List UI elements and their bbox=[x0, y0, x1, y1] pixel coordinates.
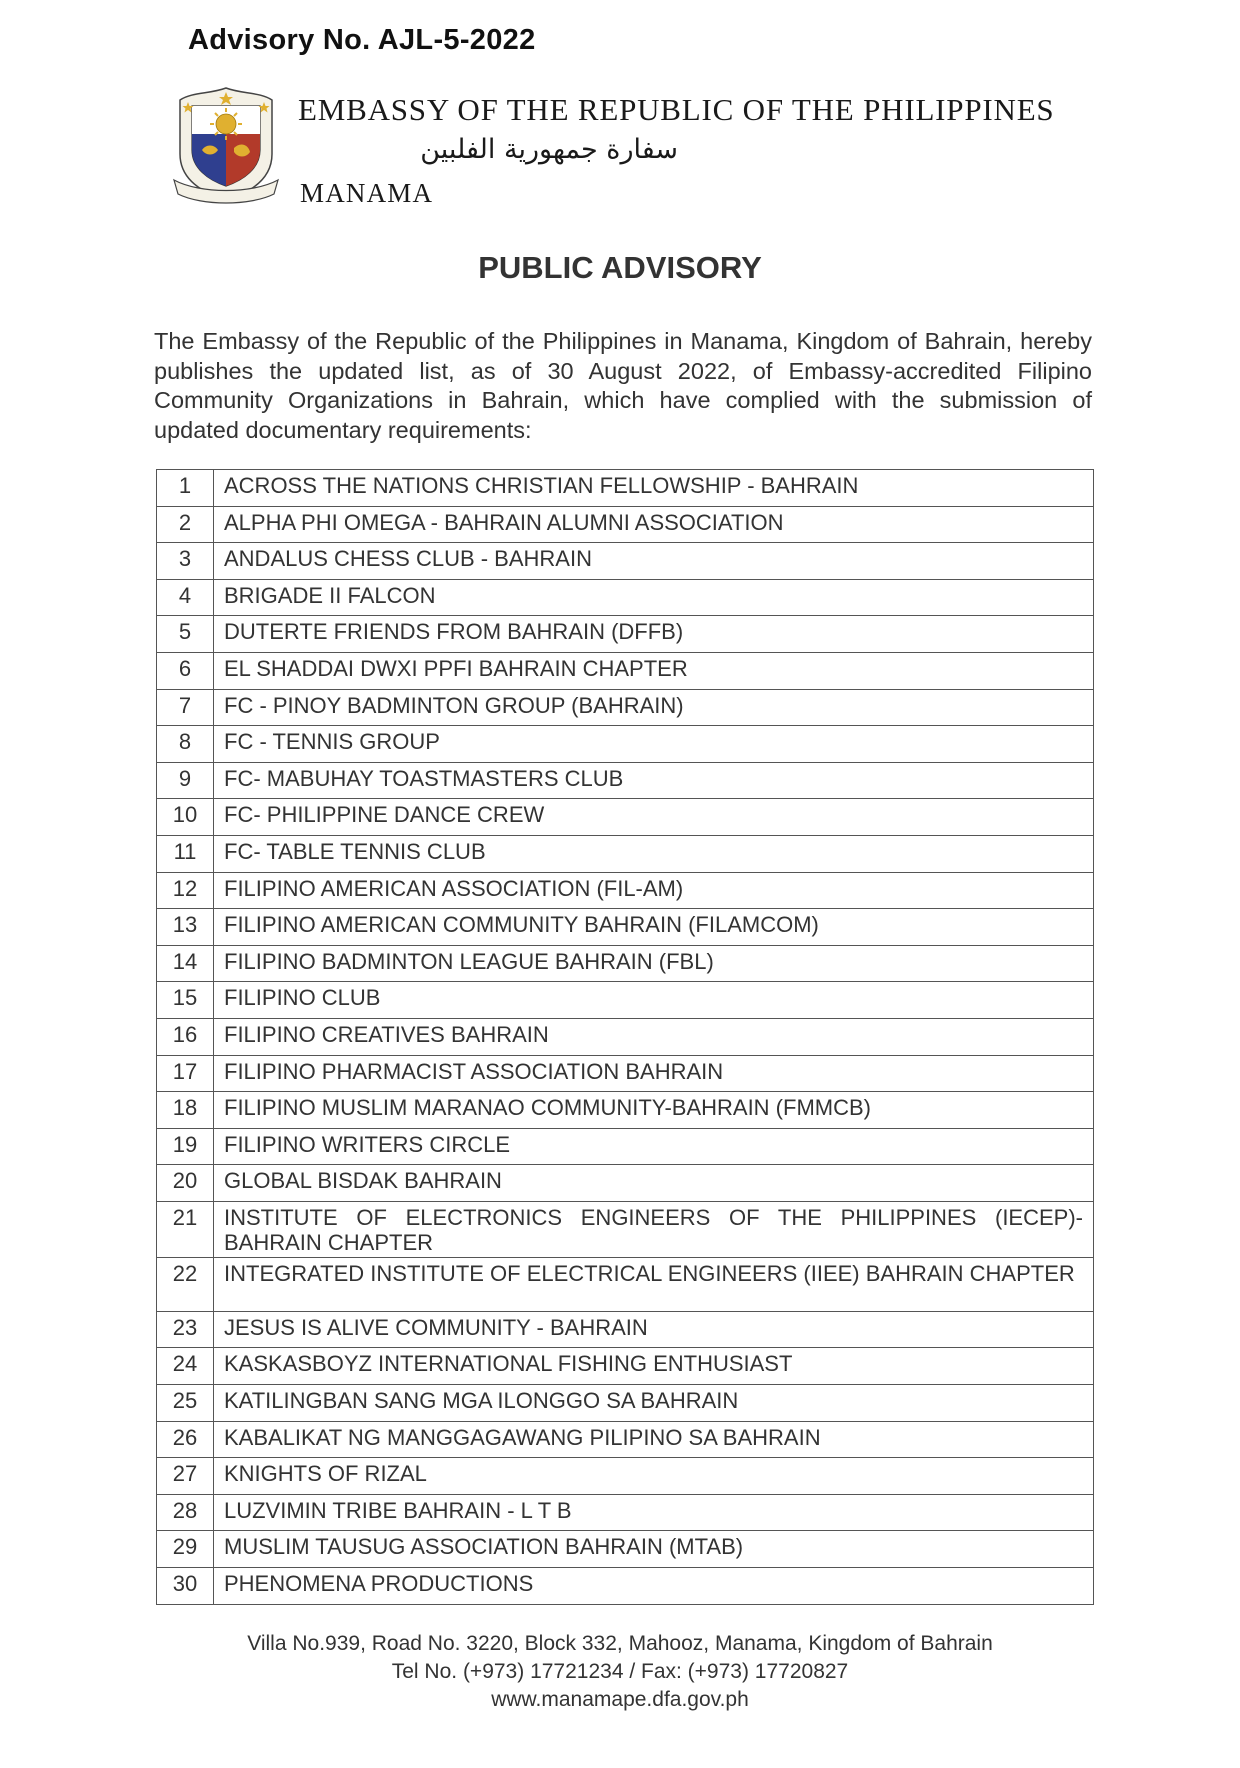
table-row bbox=[157, 470, 1094, 507]
organization-name: FC - TENNIS GROUP bbox=[214, 726, 1094, 763]
organization-name: FC- MABUHAY TOASTMASTERS CLUB bbox=[214, 762, 1094, 799]
row-number: 14 bbox=[157, 945, 214, 982]
row-number: 15 bbox=[157, 982, 214, 1019]
row-number: 17 bbox=[157, 1055, 214, 1092]
row-number: 9 bbox=[157, 762, 214, 799]
row-number: 11 bbox=[157, 835, 214, 872]
row-number: 13 bbox=[157, 909, 214, 946]
table-row bbox=[157, 1201, 1094, 1257]
table-row bbox=[157, 799, 1094, 836]
organization-name: KNIGHTS OF RIZAL bbox=[214, 1458, 1094, 1495]
row-number: 25 bbox=[157, 1385, 214, 1422]
organization-name: FC - PINOY BADMINTON GROUP (BAHRAIN) bbox=[214, 689, 1094, 726]
row-number: 5 bbox=[157, 616, 214, 653]
row-number: 6 bbox=[157, 652, 214, 689]
table-row bbox=[157, 1458, 1094, 1495]
row-number: 18 bbox=[157, 1092, 214, 1129]
table-row bbox=[157, 616, 1094, 653]
row-number: 26 bbox=[157, 1421, 214, 1458]
table-row bbox=[157, 872, 1094, 909]
organization-name: FC- TABLE TENNIS CLUB bbox=[214, 835, 1094, 872]
footer-address: Villa No.939, Road No. 3220, Block 332, Mahooz, Manama, Kingdom of Bahrain bbox=[247, 1632, 993, 1655]
advisory-number: Advisory No. AJL-5-2022 bbox=[188, 24, 536, 56]
organization-name: INSTITUTE OF ELECTRONICS ENGINEERS OF THE PHILIPPINES (IECEP)-BAHRAIN CHAPTER bbox=[214, 1201, 1094, 1257]
row-number: 24 bbox=[157, 1348, 214, 1385]
row-number: 22 bbox=[157, 1257, 214, 1311]
table-row bbox=[157, 945, 1094, 982]
organization-name: KABALIKAT NG MANGGAGAWANG PILIPINO SA BAHRAIN bbox=[214, 1421, 1094, 1458]
organization-name: BRIGADE II FALCON bbox=[214, 579, 1094, 616]
organization-name: ACROSS THE NATIONS CHRISTIAN FELLOWSHIP - BAHRAIN bbox=[214, 470, 1094, 507]
row-number: 21 bbox=[157, 1201, 214, 1257]
row-number: 30 bbox=[157, 1568, 214, 1605]
table-row bbox=[157, 1257, 1094, 1311]
organization-name: ALPHA PHI OMEGA - BAHRAIN ALUMNI ASSOCIATION bbox=[214, 506, 1094, 543]
table-row bbox=[157, 1055, 1094, 1092]
organization-name: FILIPINO AMERICAN COMMUNITY BAHRAIN (FILAMCOM) bbox=[214, 909, 1094, 946]
organization-name: MUSLIM TAUSUG ASSOCIATION BAHRAIN (MTAB) bbox=[214, 1531, 1094, 1568]
table-row bbox=[157, 982, 1094, 1019]
organization-name: INTEGRATED INSTITUTE OF ELECTRICAL ENGINEERS (IIEE) BAHRAIN CHAPTER bbox=[214, 1257, 1094, 1311]
footer-website[interactable]: www.manamape.dfa.gov.ph bbox=[491, 1688, 749, 1711]
organization-name: LUZVIMIN TRIBE BAHRAIN - L T B bbox=[214, 1494, 1094, 1531]
embassy-name-arabic: سفارة جمهورية الفلبين bbox=[420, 134, 678, 165]
organization-name: EL SHADDAI DWXI PPFI BAHRAIN CHAPTER bbox=[214, 652, 1094, 689]
table-row bbox=[157, 1531, 1094, 1568]
organization-name: GLOBAL BISDAK BAHRAIN bbox=[214, 1165, 1094, 1202]
table-row bbox=[157, 652, 1094, 689]
row-number: 19 bbox=[157, 1128, 214, 1165]
organization-name: FILIPINO AMERICAN ASSOCIATION (FIL-AM) bbox=[214, 872, 1094, 909]
table-row bbox=[157, 1311, 1094, 1348]
table-row bbox=[157, 909, 1094, 946]
row-number: 10 bbox=[157, 799, 214, 836]
row-number: 23 bbox=[157, 1311, 214, 1348]
table-row bbox=[157, 1494, 1094, 1531]
table-row bbox=[157, 506, 1094, 543]
table-row bbox=[157, 1092, 1094, 1129]
organizations-table bbox=[156, 469, 1094, 1605]
table-row bbox=[157, 1348, 1094, 1385]
row-number: 27 bbox=[157, 1458, 214, 1495]
organization-name: KASKASBOYZ INTERNATIONAL FISHING ENTHUSIAST bbox=[214, 1348, 1094, 1385]
embassy-city: MANAMA bbox=[300, 178, 434, 208]
philippine-coat-of-arms-icon bbox=[170, 84, 282, 208]
embassy-name: EMBASSY OF THE REPUBLIC OF THE PHILIPPINES bbox=[298, 92, 1055, 127]
intro-paragraph: The Embassy of the Republic of the Philippines in Manama, Kingdom of Bahrain, hereby publishes the updated list, as of 30 August 2022, of Embassy-accredited Filipino Community Organizations in Bahrain, which have complied with the submission of updated documentary requirements: bbox=[154, 328, 1092, 443]
organization-name: FILIPINO BADMINTON LEAGUE BAHRAIN (FBL) bbox=[214, 945, 1094, 982]
organization-name: FILIPINO CREATIVES BAHRAIN bbox=[214, 1018, 1094, 1055]
organization-name: FILIPINO CLUB bbox=[214, 982, 1094, 1019]
table-row bbox=[157, 579, 1094, 616]
organization-name: FILIPINO WRITERS CIRCLE bbox=[214, 1128, 1094, 1165]
table-row bbox=[157, 543, 1094, 580]
row-number: 8 bbox=[157, 726, 214, 763]
table-row bbox=[157, 1568, 1094, 1605]
row-number: 29 bbox=[157, 1531, 214, 1568]
table-row bbox=[157, 1128, 1094, 1165]
table-row bbox=[157, 1165, 1094, 1202]
row-number: 28 bbox=[157, 1494, 214, 1531]
table-row bbox=[157, 689, 1094, 726]
organization-name: FC- PHILIPPINE DANCE CREW bbox=[214, 799, 1094, 836]
organization-name: KATILINGBAN SANG MGA ILONGGO SA BAHRAIN bbox=[214, 1385, 1094, 1422]
table-row bbox=[157, 1385, 1094, 1422]
table-row bbox=[157, 835, 1094, 872]
page-title: PUBLIC ADVISORY bbox=[478, 250, 762, 285]
row-number: 4 bbox=[157, 579, 214, 616]
footer-phone: Tel No. (+973) 17721234 / Fax: (+973) 17720827 bbox=[391, 1660, 849, 1683]
row-number: 20 bbox=[157, 1165, 214, 1202]
table-row bbox=[157, 726, 1094, 763]
row-number: 2 bbox=[157, 506, 214, 543]
footer bbox=[0, 1630, 1240, 1714]
organization-name: PHENOMENA PRODUCTIONS bbox=[214, 1568, 1094, 1605]
table-row bbox=[157, 1421, 1094, 1458]
row-number: 3 bbox=[157, 543, 214, 580]
organization-name: DUTERTE FRIENDS FROM BAHRAIN (DFFB) bbox=[214, 616, 1094, 653]
organization-name: ANDALUS CHESS CLUB - BAHRAIN bbox=[214, 543, 1094, 580]
row-number: 16 bbox=[157, 1018, 214, 1055]
table-row bbox=[157, 762, 1094, 799]
row-number: 1 bbox=[157, 470, 214, 507]
row-number: 12 bbox=[157, 872, 214, 909]
row-number: 7 bbox=[157, 689, 214, 726]
organization-name: FILIPINO PHARMACIST ASSOCIATION BAHRAIN bbox=[214, 1055, 1094, 1092]
table-row bbox=[157, 1018, 1094, 1055]
organization-name: FILIPINO MUSLIM MARANAO COMMUNITY-BAHRAIN (FMMCB) bbox=[214, 1092, 1094, 1129]
organization-name: JESUS IS ALIVE COMMUNITY - BAHRAIN bbox=[214, 1311, 1094, 1348]
